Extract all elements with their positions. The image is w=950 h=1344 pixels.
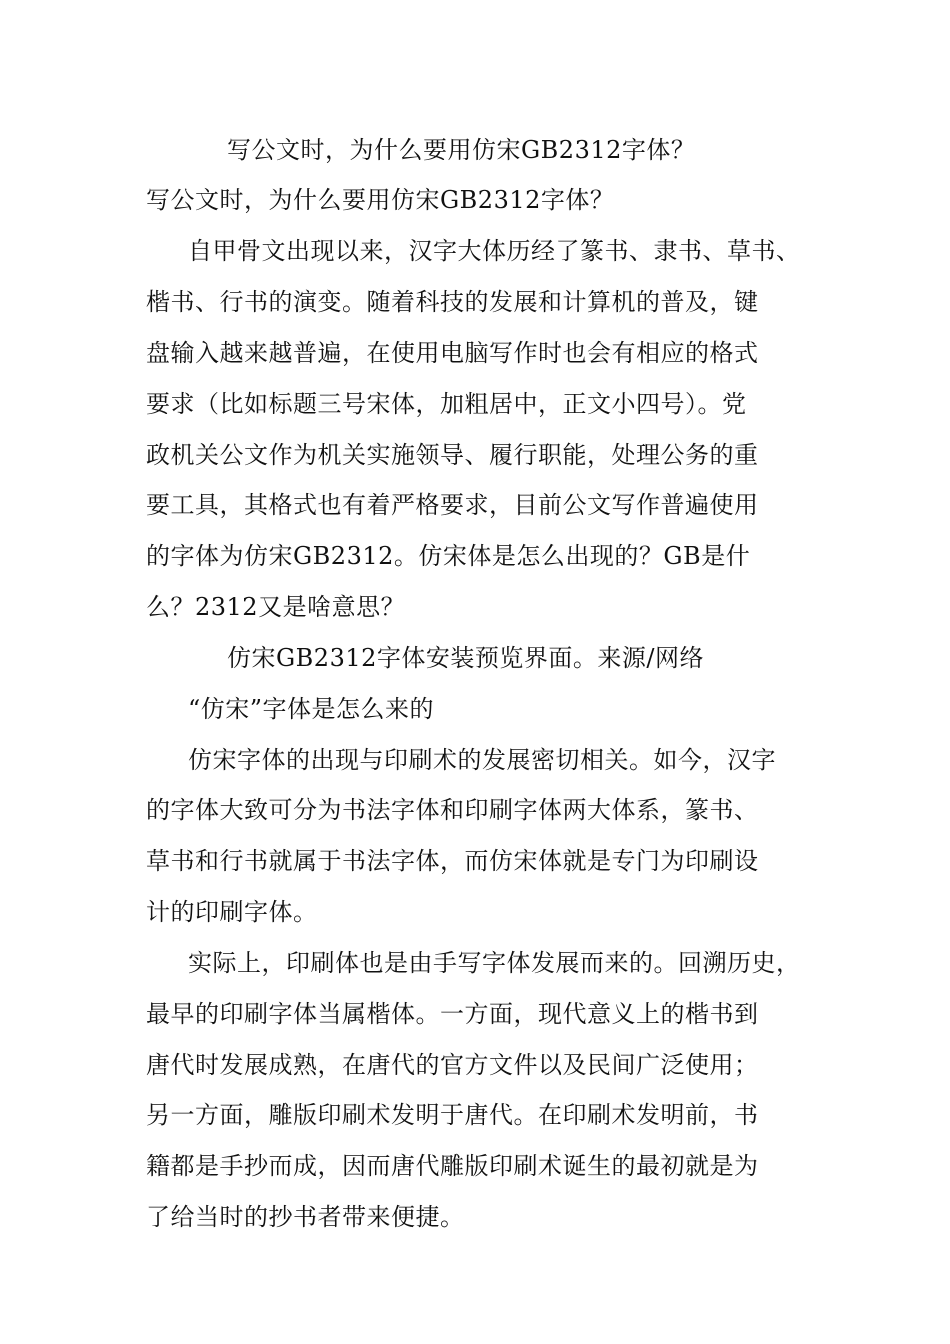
document-subtitle: 写公文时，为什么要用仿宋GB2312字体？ [146,186,615,214]
paragraph-3-line: 了给当时的抄书者带来便捷。 [146,1203,465,1231]
document-title: 写公文时，为什么要用仿宋GB2312字体？ [227,136,696,164]
paragraph-1-line: 盘输入越来越普遍，在使用电脑写作时也会有相应的格式 [146,339,759,367]
paragraph-3-line: 籍都是手抄而成，因而唐代雕版印刷术诞生的最初就是为 [146,1152,759,1180]
paragraph-3-line: 另一方面，雕版印刷术发明于唐代。在印刷术发明前，书 [146,1101,759,1129]
paragraph-1-line: 政机关公文作为机关实施领导、履行职能，处理公务的重 [146,441,759,469]
paragraph-1-line: 么？2312又是啥意思？ [146,593,406,621]
paragraph-1-line: 楷书、行书的演变。随着科技的发展和计算机的普及，键 [146,288,759,316]
image-caption: 仿宋GB2312字体安装预览界面。来源/网络 [227,644,704,672]
paragraph-3-line: 唐代时发展成熟，在唐代的官方文件以及民间广泛使用； [146,1051,759,1079]
paragraph-2-line: 仿宋字体的出现与印刷术的发展密切相关。如今，汉字 [188,746,776,774]
paragraph-1-line: 要工具，其格式也有着严格要求，目前公文写作普遍使用 [146,491,759,519]
paragraph-1-line: 自甲骨文出现以来，汉字大体历经了篆书、隶书、草书、 [188,237,801,265]
paragraph-1-line: 的字体为仿宋GB2312。仿宋体是怎么出现的？GB是什 [146,542,751,570]
paragraph-2-line: 计的印刷字体。 [146,898,318,926]
paragraph-2-line: 的字体大致可分为书法字体和印刷字体两大体系，篆书、 [146,796,759,824]
paragraph-2-line: 草书和行书就属于书法字体，而仿宋体就是专门为印刷设 [146,847,759,875]
section-heading: “仿宋”字体是怎么来的 [188,695,435,723]
paragraph-3-line: 实际上，印刷体也是由手写字体发展而来的。回溯历史， [188,949,801,977]
paragraph-1-line: 要求（比如标题三号宋体，加粗居中，正文小四号）。党 [146,390,747,418]
paragraph-3-line: 最早的印刷字体当属楷体。一方面，现代意义上的楷书到 [146,1000,759,1028]
